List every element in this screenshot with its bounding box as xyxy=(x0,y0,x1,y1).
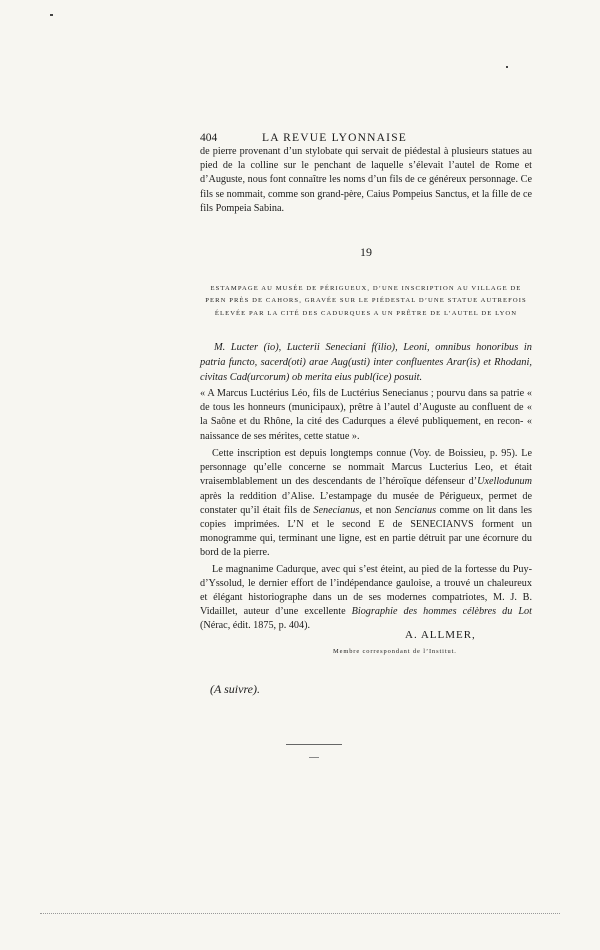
commentary xyxy=(200,447,532,634)
italic-run: Biographie des hommes célèbres du Lot xyxy=(351,606,532,618)
section-number: 19 xyxy=(360,245,372,259)
text-run: comme on lit dans les copies imprimées. L’N et le second E de SENECIANVS forment un monogramme qui, terminant une ligne, est en partie détruit par une écornure du bord de la pierre. xyxy=(200,504,532,559)
end-rule xyxy=(286,744,342,745)
text-run: (Nérac, édit. 1875, p. 404). xyxy=(200,620,311,632)
scan-mark xyxy=(50,14,53,16)
inscription-caption: ESTAMPAGE AU MUSÉE DE PÉRIGUEUX, D’UNE INSCRIPTION AU VILLAGE DE PERN PRÈS DE CAHORS, GRAVÉE SUR LE PIÉDESTAL D’UNE STATUE AUTREFOIS ÉLEVÉE PAR LA CITÉ DES CADURQUES A UN PRÊTRE DE L’AUTEL DE LYON xyxy=(205,285,527,317)
page-number: 404 xyxy=(200,132,218,144)
commentary-paragraph-2 xyxy=(200,563,532,634)
intro-paragraph xyxy=(200,145,532,216)
italic-run: Uxellodunum xyxy=(477,476,532,488)
italic-run: Senecianus xyxy=(313,504,360,516)
text-run: Le magnanime Cadurque, avec qui s’est éteint, au pied de la fortesse du Puy-d’Yssolud, le dernier effort de l’indépendance gauloise, a trouvé un chaleureux et élégant historiographe dans un de ses modernes compatriotes, M. J. B. Vidaillet, auteur d’une excellente xyxy=(200,563,532,618)
page-bottom-edge xyxy=(40,913,560,914)
text-run: Cette inscription est depuis longtemps connue (Voy. de Boissieu, p. 95). Le personnage qu’elle concerne se nommait Marcus Lucterius Leo, et était vraisemblablement un des descendants de l’héroïque défenseur d’ xyxy=(200,448,532,488)
latin-text: M. Lucter (io), Lucterii Seneciani f(ilio), Leoni, omnibus honoribus in patria functo, sacerd(oti) arae Aug(usti) inter confluentes Arar(is) et Rhodani, civitas Cad(urcorum) ob merita eius publ(ice) posuit. xyxy=(200,342,532,383)
translation-text: « A Marcus Luctérius Léo, fils de Luctérius Senecianus ; pourvu dans sa patrie « de tous les honneurs (municipaux), prêtre à l’autel d’Auguste au confluent de « la Saône et du Rhône, la cité des Cadurques a élevé publiquement, en recon- « naissance de ses mérites, cette statue ». xyxy=(200,388,532,442)
continuation-note: (A suivre). xyxy=(210,682,260,696)
journal-title: LA REVUE LYONNAISE xyxy=(262,132,408,144)
text-run: , et non xyxy=(359,504,395,516)
text-run: après la reddition d’Alise. L’estampage du musée de Périgueux, permet de constater qu’il était fils de xyxy=(200,490,532,516)
author-signature: A. ALLMER, xyxy=(405,629,476,641)
latin-inscription xyxy=(200,341,532,385)
translation xyxy=(200,387,532,444)
end-rule-small xyxy=(309,757,319,758)
intro-text: de pierre provenant d’un stylobate qui servait de piédestal à plusieurs statues au pied de la colline sur le penchant de laquelle s’élevait l’autel de Rome et d’Auguste, nous font connaître les noms d’un fils de ce généreux personnage. Ce fils se nommait, comme son grand-père, Caius Pompeius Sanctus, et la fille de ce fils Pompeia Sabina. xyxy=(200,146,532,214)
italic-run: Sencianus xyxy=(394,504,437,516)
scan-mark xyxy=(506,66,508,68)
commentary-paragraph-1 xyxy=(200,447,532,561)
author-role: Membre correspondant de l’Institut. xyxy=(333,648,457,655)
